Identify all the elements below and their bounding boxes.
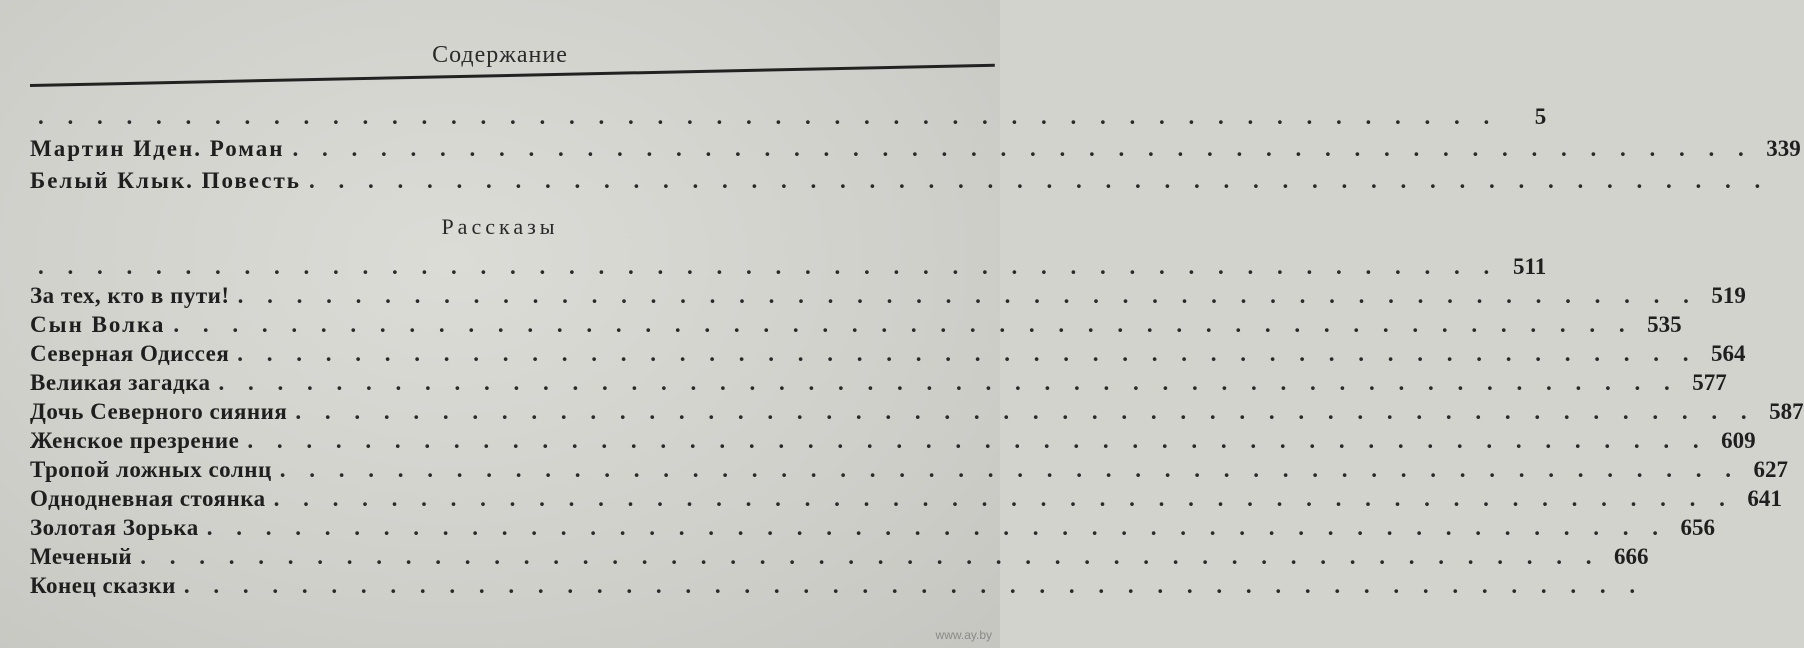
entry-page: 519 [1711, 283, 1746, 308]
entry-page: 609 [1721, 428, 1756, 453]
entry-page: 5 [1534, 104, 1547, 129]
entry-title: Тропой ложных солнц [30, 457, 272, 482]
dot-leader: . . . . . . . . . . . . . . . . . . . . . . . . . . . . . . . . . . . . . . . . . . . . . . . . . . [173, 312, 1634, 337]
dot-leader: . . . . . . . . . . . . . . . . . . . . . . . . . . . . . . . . . . . . . . . . . . . . . . . . . . [292, 136, 1753, 161]
dot-leader: . . . . . . . . . . . . . . . . . . . . . . . . . . . . . . . . . . . . . . . . . . . . . . . . . . [247, 428, 1708, 453]
entry-title: Однодневная стоянка [30, 486, 266, 511]
dot-leader: . . . . . . . . . . . . . . . . . . . . . . . . . . . . . . . . . . . . . . . . . . . . . . . . . . [308, 168, 1770, 193]
entry-page: 627 [1753, 457, 1789, 482]
entry-title: Конец сказки [30, 573, 176, 598]
dot-leader: . . . . . . . . . . . . . . . . . . . . . . . . . . . . . . . . . . . . . . . . . . . . . . . . . . [206, 515, 1667, 540]
dot-leader: . . . . . . . . . . . . . . . . . . . . . . . . . . . . . . . . . . . . . . . . . . . . . . . . . . [183, 573, 1645, 598]
dot-leader: . . . . . . . . . . . . . . . . . . . . . . . . . . . . . . . . . . . . . . . . . . . . . . . . . . [140, 544, 1601, 569]
toc-entry [30, 312, 1682, 340]
toc-entry [30, 428, 1756, 456]
dot-leader: . . . . . . . . . . . . . . . . . . . . . . . . . . . . . . . . . . . . . . . . . . . . . . . . . . [273, 486, 1734, 511]
entry-title: Северная Одиссея [30, 341, 230, 366]
page-title: Содержание [432, 42, 568, 68]
dot-leader: . . . . . . . . . . . . . . . . . . . . . . . . . . . . . . . . . . . . . . . . . . . . . . . . . . [295, 399, 1756, 424]
entry-page: 339 [1766, 136, 1801, 161]
entry-title: Великая загадка [30, 370, 211, 395]
toc-entry [30, 486, 1782, 514]
entry-page: 564 [1711, 341, 1746, 366]
entry-title: За тех, кто в пути! [30, 283, 230, 308]
toc-entry [30, 573, 1645, 601]
toc-entry [30, 457, 1789, 485]
toc-entry [30, 283, 1746, 311]
toc-entry [30, 168, 1770, 196]
entry-title: Меченый [30, 544, 133, 569]
dot-leader: . . . . . . . . . . . . . . . . . . . . . . . . . . . . . . . . . . . . . . . . . . . . . . . . . . [279, 457, 1741, 482]
entry-page: 587 [1769, 399, 1804, 424]
entry-title: Белый Клык. Повесть [30, 168, 301, 193]
entry-title: Золотая Зорька [30, 515, 199, 540]
toc-entry [30, 515, 1715, 543]
toc-entry [30, 254, 1547, 282]
entry-page: 656 [1680, 515, 1715, 540]
dot-leader: . . . . . . . . . . . . . . . . . . . . . . . . . . . . . . . . . . . . . . . . . . . . . . . . . . [38, 104, 1499, 129]
watermark: www.ay.by [935, 628, 992, 642]
dot-leader: . . . . . . . . . . . . . . . . . . . . . . . . . . . . . . . . . . . . . . . . . . . . . . . . . . [237, 283, 1698, 308]
dot-leader: . . . . . . . . . . . . . . . . . . . . . . . . . . . . . . . . . . . . . . . . . . . . . . . . . . [237, 341, 1698, 366]
toc-entry [30, 370, 1727, 398]
entry-title: Дочь Северного сияния [30, 399, 288, 424]
dot-leader: . . . . . . . . . . . . . . . . . . . . . . . . . . . . . . . . . . . . . . . . . . . . . . . . . . [218, 370, 1679, 395]
entry-page: 511 [1513, 254, 1547, 279]
toc-entry [30, 341, 1746, 369]
entry-title: Сын Волка [30, 312, 166, 337]
entry-page: 641 [1747, 486, 1782, 511]
entry-title: Женское презрение [30, 428, 240, 453]
entry-title: Мартин Иден. Роман [30, 136, 285, 161]
section-title: Рассказы [441, 214, 559, 239]
toc-entry [30, 104, 1547, 132]
toc-entry [30, 399, 1804, 427]
toc-entry [30, 544, 1649, 572]
toc-entry [30, 136, 1801, 164]
entry-page: 535 [1647, 312, 1682, 337]
dot-leader: . . . . . . . . . . . . . . . . . . . . . . . . . . . . . . . . . . . . . . . . . . . . . . . . . . [38, 254, 1499, 279]
entry-page: 666 [1613, 544, 1649, 569]
entry-page: 577 [1692, 370, 1727, 395]
